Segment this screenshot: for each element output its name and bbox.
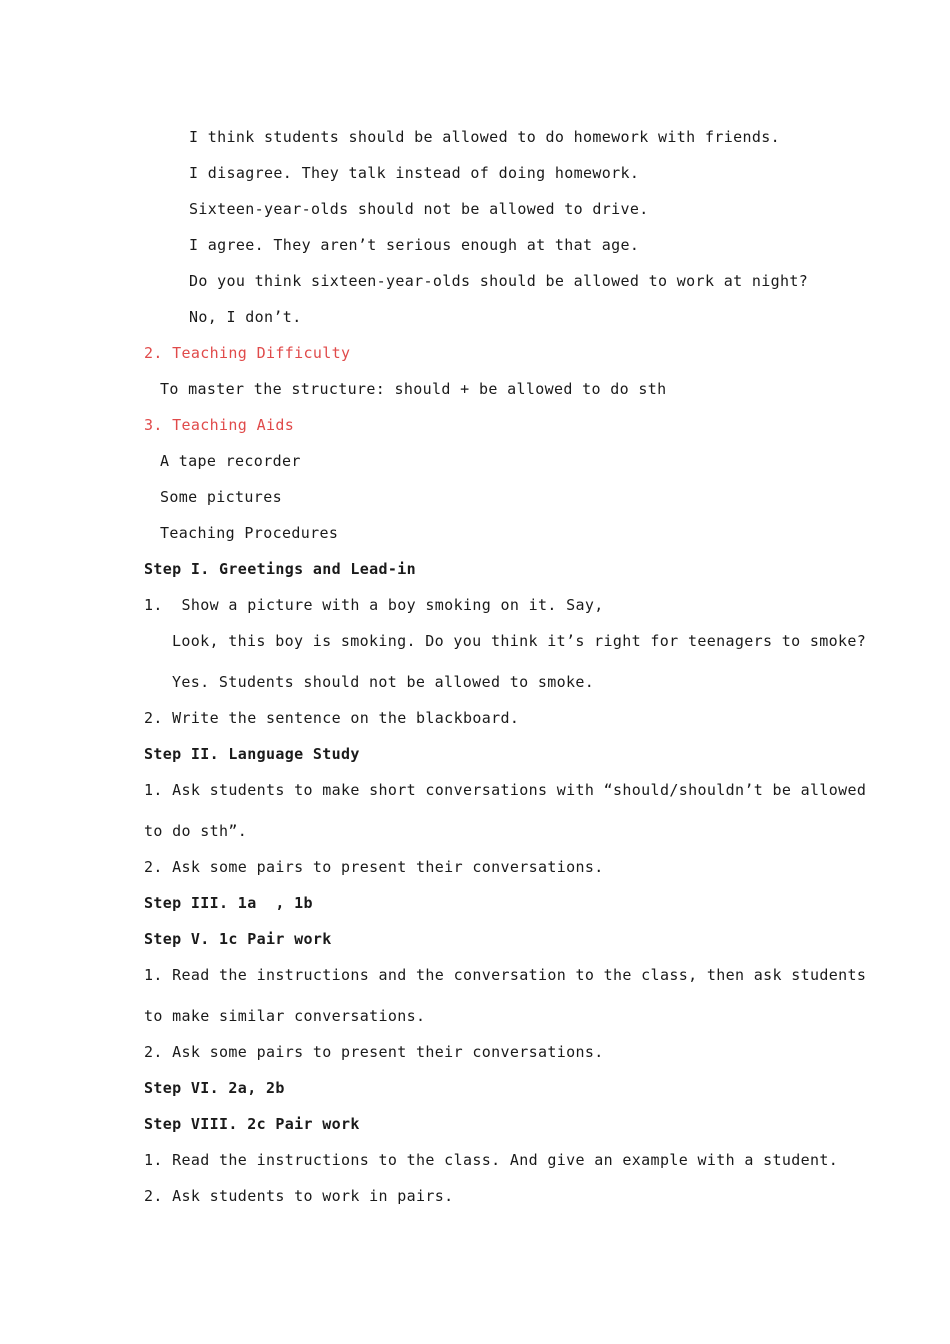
step-item: 1. Ask students to make short conversations with “should/shouldn’t be allowed bbox=[144, 781, 867, 799]
step-item-continued: to do sth”. bbox=[144, 822, 248, 840]
step-answer: Yes. Students should not be allowed to smoke. bbox=[172, 673, 595, 691]
dialogue-line: No, I don’t. bbox=[189, 308, 302, 326]
aid-item: Some pictures bbox=[160, 488, 282, 506]
step-item: 2. Ask some pairs to present their conversations. bbox=[144, 1043, 604, 1061]
step-item: 1. Show a picture with a boy smoking on it. Say, bbox=[144, 596, 604, 614]
step-item: 1. Read the instructions and the conversation to the class, then ask students bbox=[144, 966, 867, 984]
step-heading: Step III. 1a , 1b bbox=[144, 894, 313, 912]
step-heading: Step I. Greetings and Lead-in bbox=[144, 560, 417, 578]
step-quote: Look, this boy is smoking. Do you think it’s right for teenagers to smoke? bbox=[172, 632, 867, 650]
aid-item: Teaching Procedures bbox=[160, 524, 339, 542]
dialogue-line: I disagree. They talk instead of doing homework. bbox=[189, 164, 640, 182]
dialogue-line: I think students should be allowed to do homework with friends. bbox=[189, 128, 780, 146]
step-item: 2. Write the sentence on the blackboard. bbox=[144, 709, 520, 727]
section-heading-aids: 3. Teaching Aids bbox=[144, 416, 295, 434]
section-heading-difficulty: 2. Teaching Difficulty bbox=[144, 344, 351, 362]
step-heading: Step VI. 2a, 2b bbox=[144, 1079, 285, 1097]
dialogue-line: Sixteen-year-olds should not be allowed to drive. bbox=[189, 200, 649, 218]
step-heading: Step II. Language Study bbox=[144, 745, 360, 763]
step-heading: Step V. 1c Pair work bbox=[144, 930, 332, 948]
step-item: 2. Ask some pairs to present their conversations. bbox=[144, 858, 604, 876]
step-item: 2. Ask students to work in pairs. bbox=[144, 1187, 454, 1205]
dialogue-line: Do you think sixteen-year-olds should be allowed to work at night? bbox=[189, 272, 809, 290]
dialogue-line: I agree. They aren’t serious enough at that age. bbox=[189, 236, 640, 254]
aid-item: A tape recorder bbox=[160, 452, 301, 470]
step-item-continued: to make similar conversations. bbox=[144, 1007, 426, 1025]
step-item: 1. Read the instructions to the class. And give an example with a student. bbox=[144, 1151, 839, 1169]
difficulty-text: To master the structure: should + be allowed to do sth bbox=[160, 380, 667, 398]
step-heading: Step VIII. 2c Pair work bbox=[144, 1115, 360, 1133]
